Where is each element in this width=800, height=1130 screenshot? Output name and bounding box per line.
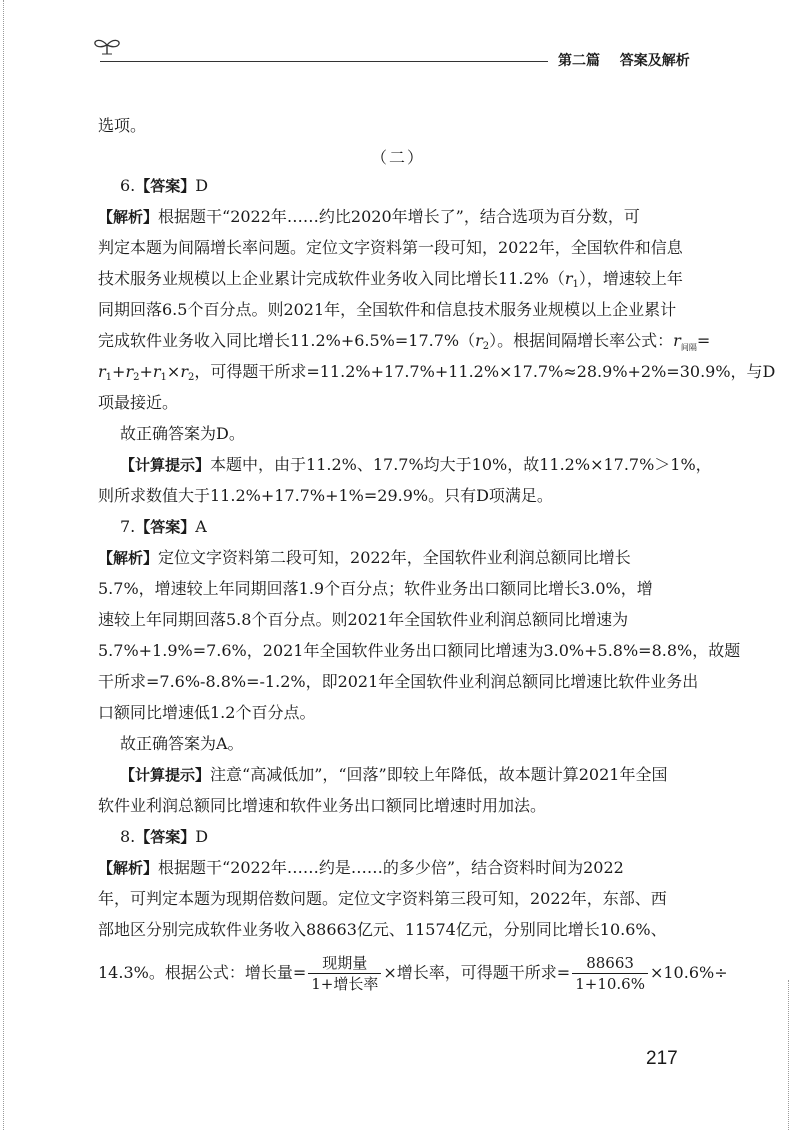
- q7-analysis-line1: 【解析】定位文字资料第二段可知，2022年，全国软件业利润总额同比增长: [98, 548, 631, 567]
- growth-formula-fraction: $\frac{\text{现期量}}{\text{1+增长率}}$: [308, 953, 381, 994]
- q7-answer-tag: 【答案】: [135, 518, 196, 536]
- q8-number: 8.: [120, 827, 136, 846]
- q7-answer: [120, 517, 690, 537]
- q7-analysis-line2: 5.7%，增速较上年同期回落1.9个百分点；软件业务出口额同比增长3.0%，增: [98, 579, 653, 598]
- binding-edge-left: [3, 0, 4, 1130]
- part-heading: （二）: [371, 148, 426, 167]
- q7-analysis-line4: 5.7%+1.9%=7.6%，2021年全国软件业务出口额同比增速为3.0%+5.8%=8.8%，故题: [98, 641, 741, 660]
- header-chapter-title: 答案及解析: [619, 53, 690, 69]
- q6-conclusion: 故正确答案为D。: [120, 424, 245, 443]
- header-rule: [100, 61, 548, 62]
- q6-number: 6.: [120, 176, 136, 195]
- q7-tip-line2: 软件业利润总额同比增速和软件业务出口额同比增速时用加法。: [98, 796, 547, 815]
- q7-analysis-line3: 速较上年同期回落5.8个百分点。则2021年全国软件业利润总额同比增速为: [98, 610, 629, 629]
- q8-answer: [120, 827, 690, 847]
- interval-subscript: 间隔: [680, 343, 697, 352]
- q6-tip-line2: 则所求数值大于11.2%+17.7%+1%=29.9%。只有D项满足。: [98, 486, 553, 505]
- q6-analysis-line5: 完成软件业务收入同比增长$11.2\%+6.5\%=17.7\%(r_2)$。根据间隔增长率公式：$r_{间隔}=$: [98, 331, 711, 352]
- q6-analysis-line1: 【解析】根据题干“2022年……约比2020年增长了”，结合选项为百分数，可: [98, 207, 640, 226]
- q6-analysis-line3: 技术服务业规模以上企业累计完成软件业务收入同比增长$11.2\%(r_1)$，增速较上年: [98, 269, 683, 290]
- q6-analysis-line2: 判定本题为间隔增长率问题。定位文字资料第一段可知，2022年，全国软件和信息: [98, 238, 683, 257]
- q7-answer-value: A: [195, 517, 207, 536]
- q7-analysis-tag: 【解析】: [98, 549, 159, 567]
- header-section: 第二篇: [558, 53, 600, 69]
- q8-formula-line: 14.3%。根据公式：增长量= $\frac{\text{现期量}}{\text{1+增长率}}$ ×增长率，可得题干所求= $\frac{88663}{1+10.6\%}$ ×10.6%÷: [98, 954, 728, 993]
- q7-analysis-line5: 干所求=7.6%-8.8%=-1.2%，即2021年全国软件业利润总额同比增速比软件业务出: [98, 672, 699, 691]
- q6-analysis-tag: 【解析】: [98, 208, 159, 226]
- intro-text: 选项。: [98, 116, 147, 135]
- q8-answer-value: D: [195, 827, 209, 846]
- q6-answer-value: D: [195, 176, 209, 195]
- q7-analysis-line6: 口额同比增速低1.2个百分点。: [98, 703, 316, 722]
- q6-answer-tag: 【答案】: [135, 177, 196, 195]
- q7-tip-tag: 【计算提示】: [120, 766, 211, 784]
- q7-tip-line1: 【计算提示】注意“高减低加”，“回落”即较上年降低，故本题计算2021年全国: [120, 765, 668, 784]
- q6-tip-tag: 【计算提示】: [120, 456, 211, 474]
- q7-number: 7.: [120, 517, 136, 536]
- q6-tip-line1: 【计算提示】本题中，由于11.2%、17.7%均大于10%，故11.2%×17.7%＞1%，: [120, 455, 712, 474]
- q6-analysis-line7: 项最接近。: [98, 393, 179, 412]
- answer-fraction: $\frac{88663}{1+10.6\%}$: [572, 953, 648, 994]
- q8-answer-tag: 【答案】: [135, 828, 196, 846]
- q7-conclusion: 故正确答案为A。: [120, 734, 244, 753]
- q8-analysis-line2: 年，可判定本题为现期倍数问题。定位文字资料第三段可知，2022年，东部、西: [98, 889, 667, 908]
- q6-analysis-line6: $r_1+r_2+r_1\times r_2$，可得题干所求=11.2%+17.7%+11.2%×17.7%≈28.9%+2%=30.9%，与D: [98, 362, 776, 383]
- q8-analysis-line3: 部地区分别完成软件业务收入88663亿元、11574亿元，分别同比增长10.6%、: [98, 920, 667, 939]
- sprout-logo-icon: [92, 34, 122, 60]
- q8-analysis-line1: 【解析】根据题干“2022年……约是……的多少倍”，结合资料时间为2022: [98, 858, 624, 877]
- header-title: [558, 50, 690, 70]
- page-number: 217: [646, 1048, 678, 1069]
- q8-analysis-tag: 【解析】: [98, 859, 159, 877]
- q6-analysis-line4: 同期回落6.5个百分点。则2021年，全国软件和信息技术服务业规模以上企业累计: [98, 300, 677, 319]
- binding-edge-right: [788, 980, 789, 1130]
- q6-answer: [120, 176, 690, 196]
